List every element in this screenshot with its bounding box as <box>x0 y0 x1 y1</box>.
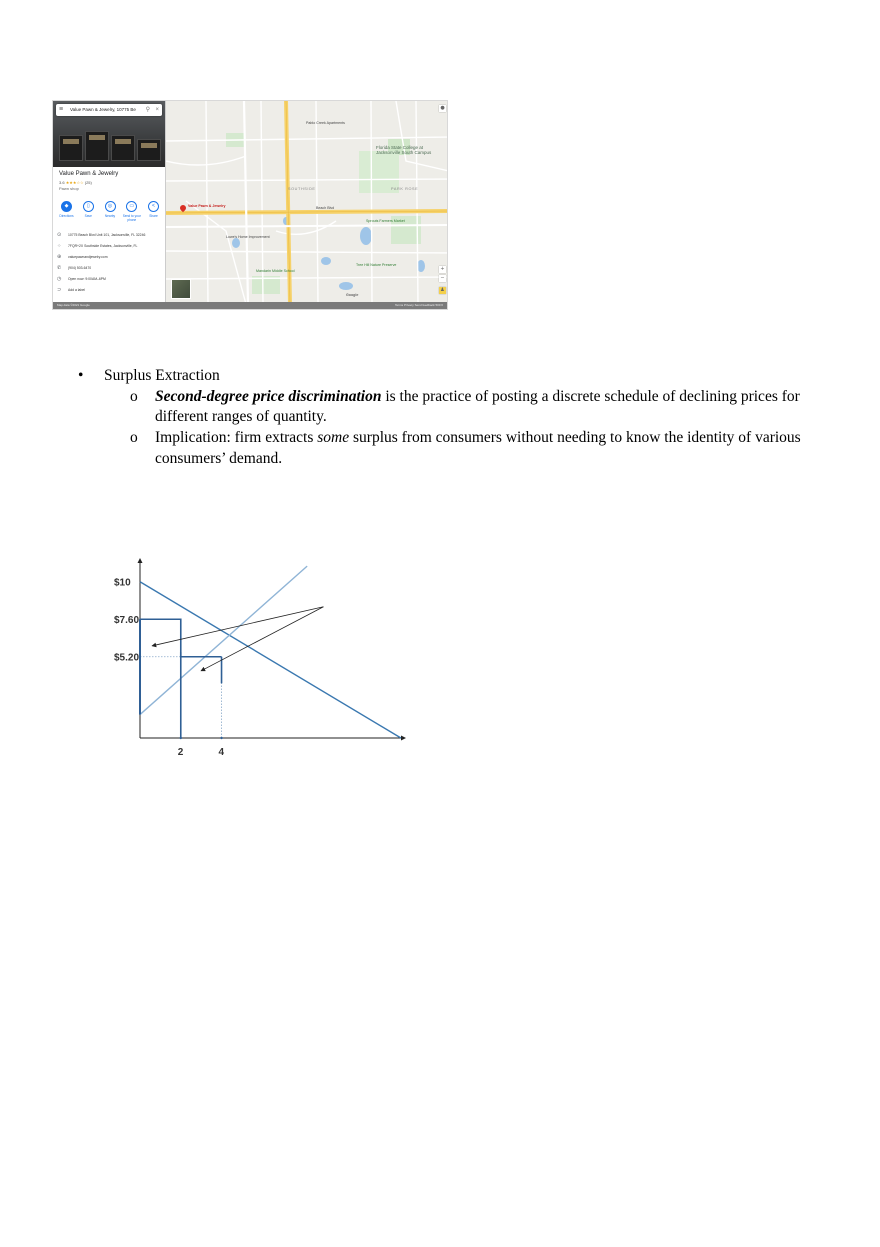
map-canvas[interactable] <box>166 101 448 304</box>
place-details <box>57 229 163 295</box>
map-label[interactable]: Lowe's Home Improvement <box>226 235 270 239</box>
map-label: PARK ROSE <box>391 187 419 191</box>
sub-bullet-text: Implication: firm extracts <box>155 429 318 447</box>
demand-line <box>140 582 401 738</box>
annotation-arrow <box>201 607 323 671</box>
share-icon: < <box>148 201 159 212</box>
sub-bullet-symbol: o <box>130 387 138 405</box>
rating <box>59 180 92 185</box>
step-price-schedule <box>140 619 222 657</box>
map-label: Beach Blvd <box>316 206 335 210</box>
map-footer-left: Map data ©2021 Google <box>57 303 90 307</box>
add-label-row[interactable]: ⊃ Add a label <box>57 286 85 293</box>
search-query: Value Pawn & Jewelry, 10775 Be <box>70 107 136 112</box>
menu-icon[interactable]: ≡ <box>59 106 64 113</box>
pegman-icon[interactable]: ♟ <box>440 287 445 293</box>
map-label[interactable]: Tree Hill Nature Preserve <box>356 263 397 267</box>
business-name: Value Pawn & Jewelry <box>59 171 119 177</box>
phone-icon: ✆ <box>57 264 62 271</box>
category[interactable]: Pawn shop <box>59 186 79 191</box>
y-tick-label: $7.60 <box>114 614 140 626</box>
website-row[interactable]: ⊕ valuepawnandjewelry.com <box>57 253 108 260</box>
nearby-button[interactable] <box>101 201 120 222</box>
action-label: Share <box>149 214 158 218</box>
map-graphics <box>166 101 448 304</box>
zoom-out-icon[interactable]: − <box>440 275 445 281</box>
google-logo: Google <box>346 293 359 297</box>
map-footer-right[interactable]: Terms Privacy Send feedback 500 ft <box>394 303 443 307</box>
x-tick-label: 4 <box>218 747 225 758</box>
bullet-text: Surplus Extraction <box>104 367 220 384</box>
zoom-in-icon[interactable]: + <box>440 266 445 272</box>
satellite-layer-toggle[interactable] <box>171 279 191 299</box>
x-tick-dot <box>220 737 222 739</box>
plus-code-row[interactable]: ⁘ 7FQR+2X Southside Estates, Jacksonville, FL <box>57 242 138 249</box>
notes-text <box>78 366 838 470</box>
map-label[interactable]: Pablo Creek Apartments <box>306 121 345 125</box>
supply-line <box>140 566 307 714</box>
profile-icon[interactable]: ● <box>440 105 445 111</box>
search-icon[interactable]: ⚲ <box>145 107 150 113</box>
action-label: Send to your phone <box>122 214 141 222</box>
sub-bullet-symbol: o <box>130 429 138 447</box>
label-icon: ⊃ <box>57 286 62 293</box>
website-icon: ⊕ <box>57 253 62 260</box>
action-buttons <box>57 201 163 222</box>
directions-button[interactable] <box>57 201 76 222</box>
emphasized-term: Second-degree price discrimination <box>155 387 382 405</box>
action-label: Save <box>84 214 92 218</box>
nearby-icon: ◎ <box>105 201 116 212</box>
action-label: Nearby <box>104 214 116 218</box>
sub-bullet-item <box>78 387 838 428</box>
sub-bullet-item <box>78 428 838 469</box>
map-screenshot <box>52 100 448 310</box>
map-label[interactable]: Florida State College at Jacksonville South Campus <box>376 145 432 155</box>
y-tick-label: $10 <box>114 577 131 589</box>
sub-bullet-text: is the practice of posting a discrete schedule of declining prices for different ranges of quantity. <box>155 387 800 426</box>
share-button[interactable] <box>144 201 163 222</box>
clock-icon: ◷ <box>57 275 62 282</box>
directions-icon: ◆ <box>61 201 72 212</box>
save-button[interactable] <box>79 201 98 222</box>
hours-row[interactable]: ◷ Open now: 9:00AM–6PM <box>57 275 106 282</box>
italic-word: some <box>317 429 350 447</box>
plus-code-icon: ⁘ <box>57 242 62 249</box>
address-row[interactable]: ⊙ 10775 Beach Blvd Unit 101, Jacksonville, FL 32246 <box>57 231 146 238</box>
map-label[interactable]: Mandarin Middle School <box>256 269 295 273</box>
review-count[interactable]: (25) <box>84 180 92 185</box>
map-label: SOUTHSIDE <box>288 187 316 191</box>
price-discrimination-chart <box>100 555 420 770</box>
map-footer <box>53 302 447 309</box>
close-icon[interactable]: × <box>155 107 159 113</box>
rating-value: 3.6 <box>59 180 65 185</box>
map-label[interactable]: Value Pawn & Jewelry <box>188 204 226 208</box>
action-label: Directions <box>59 214 74 218</box>
bullet-symbol: • <box>78 367 84 384</box>
send-to-phone-button[interactable] <box>122 201 141 222</box>
phone-icon: ▭ <box>126 201 137 212</box>
x-tick-dot <box>180 737 182 739</box>
bookmark-icon: ▯ <box>83 201 94 212</box>
bullet-item <box>78 366 838 387</box>
search-input[interactable] <box>56 104 162 116</box>
y-tick-label: $5.20 <box>114 652 140 664</box>
location-icon: ⊙ <box>57 231 62 238</box>
map-label[interactable]: Sprouts Farmers Market <box>366 219 405 223</box>
x-tick-label: 2 <box>177 747 184 758</box>
sub-bullet-text: surplus from consumers without needing to know the identity of various consumers’ demand. <box>155 429 801 467</box>
star-icons: ★★★☆☆ <box>65 180 84 185</box>
place-panel <box>53 101 166 304</box>
chart-svg <box>100 555 420 770</box>
phone-row[interactable]: ✆ (904) 503-6470 <box>57 264 92 271</box>
